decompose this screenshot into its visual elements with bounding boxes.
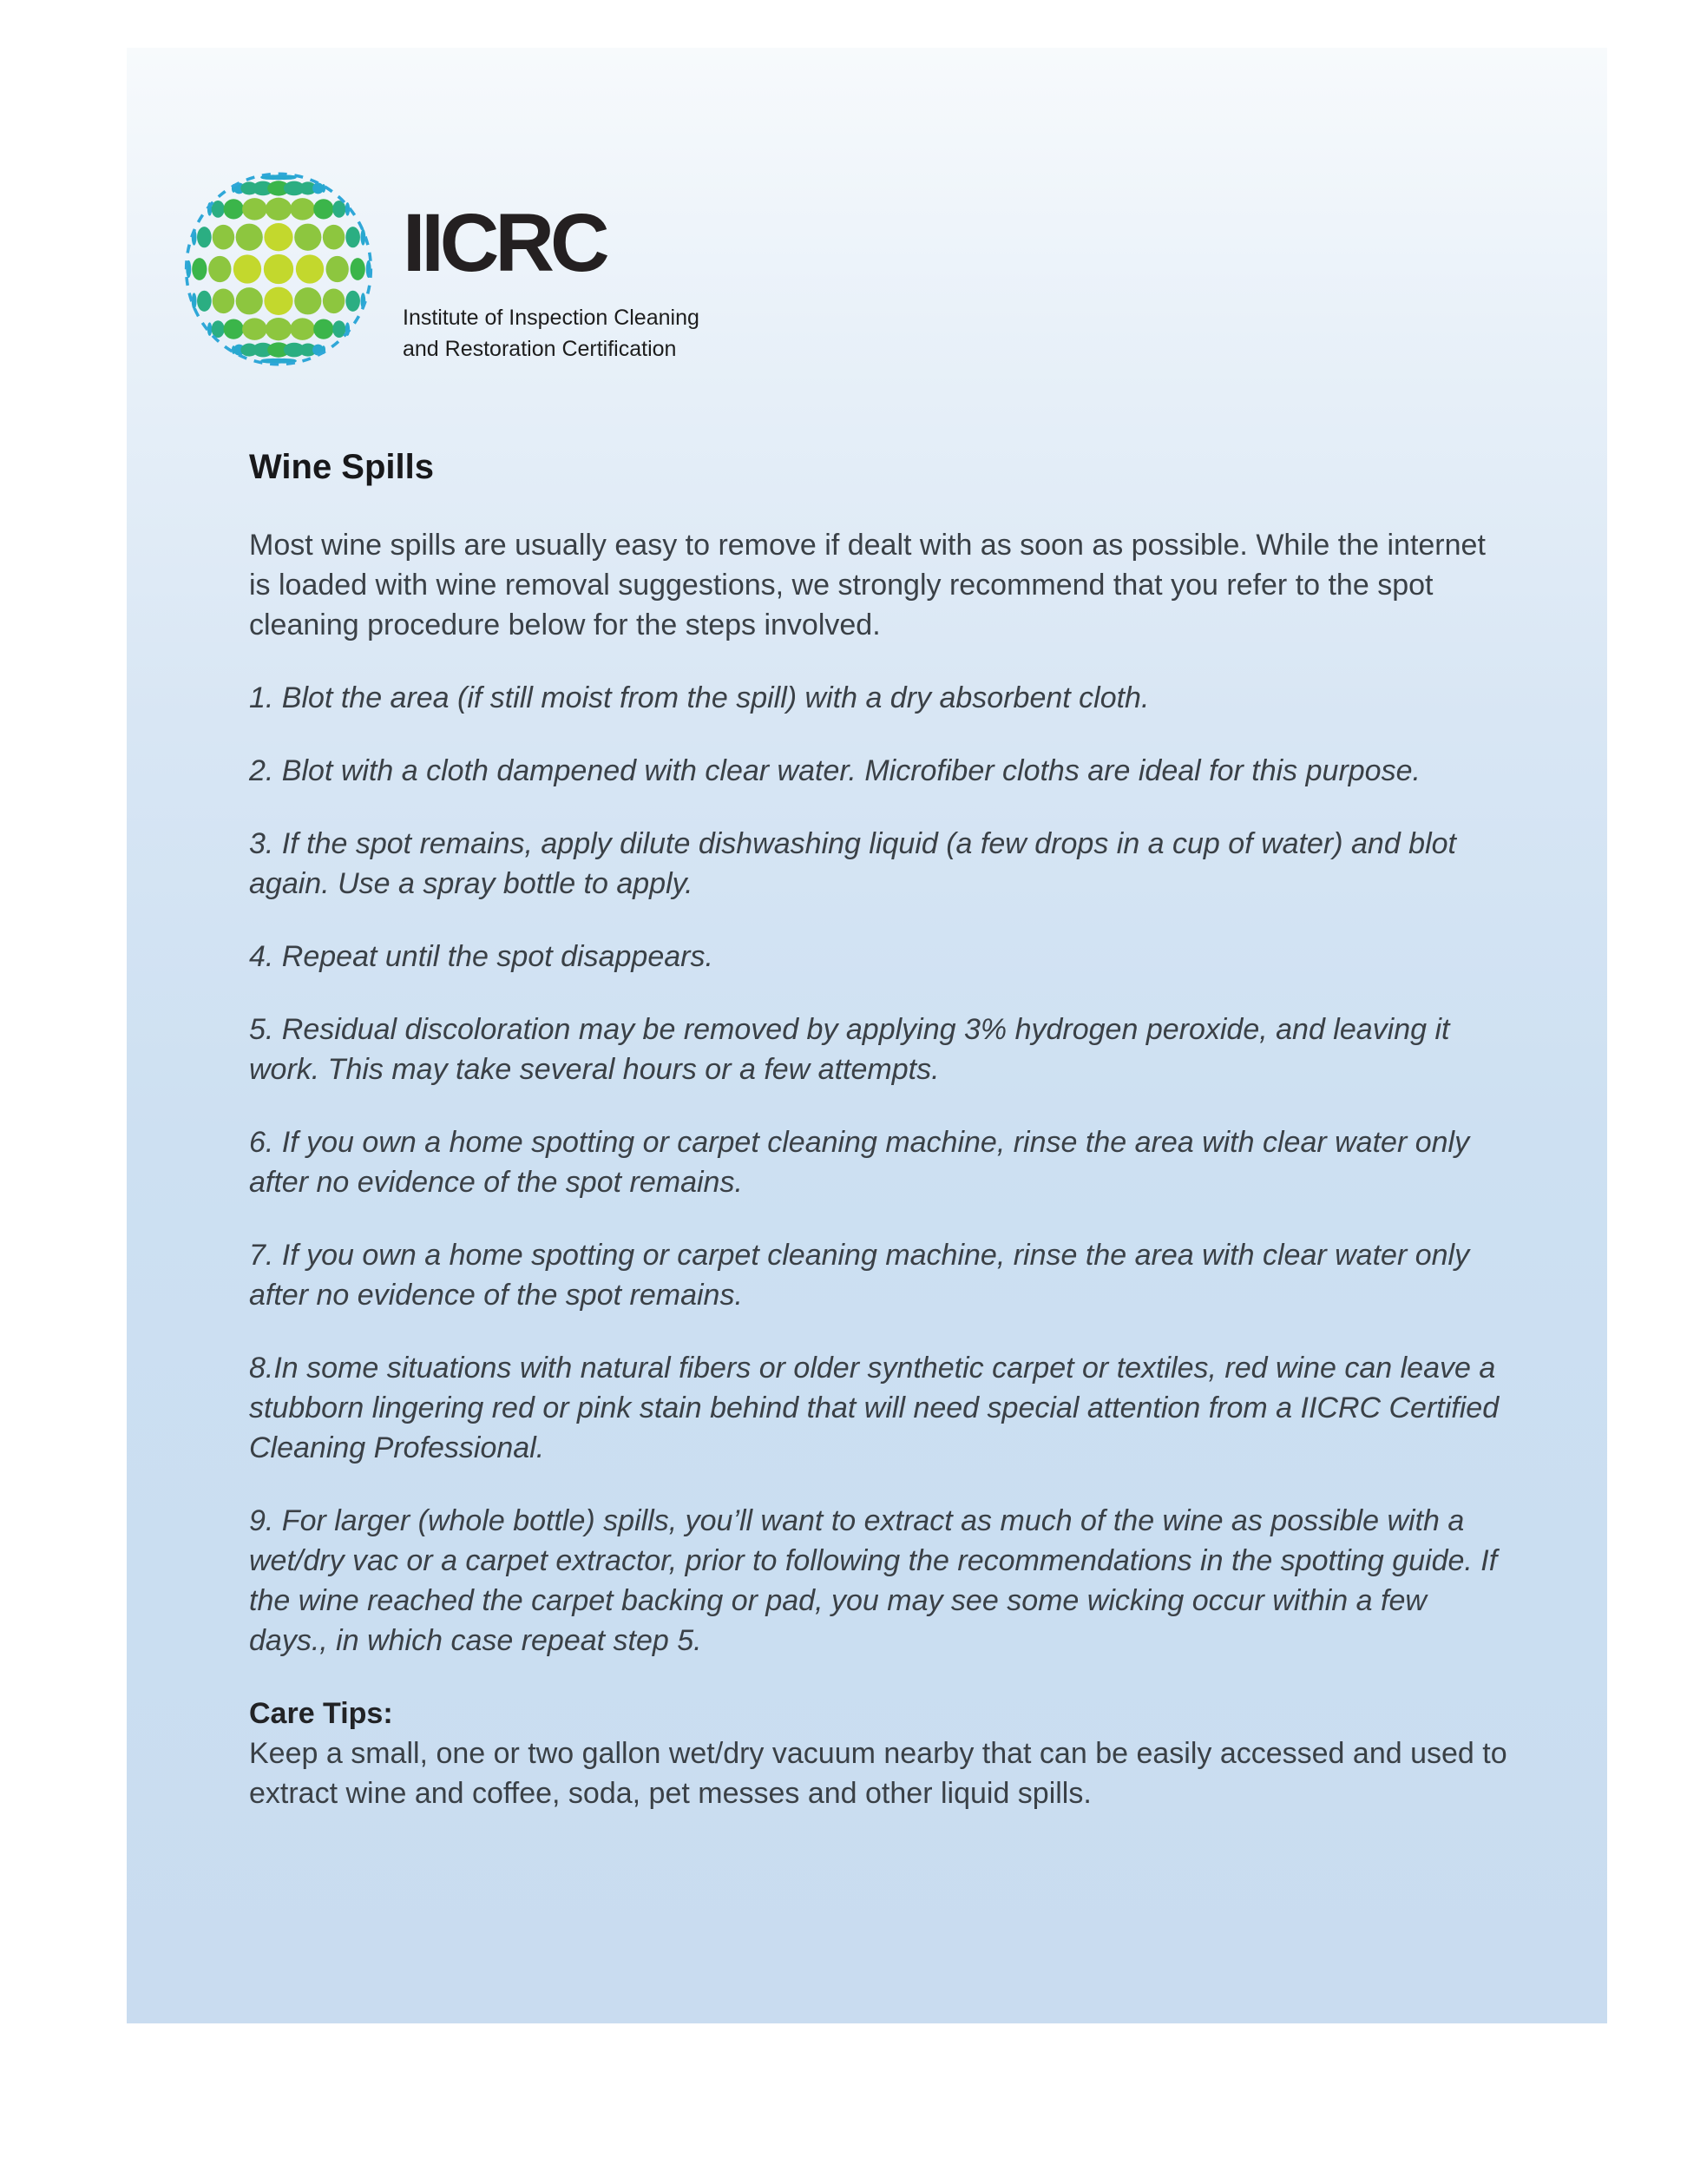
logo-acronym: IICRC bbox=[403, 197, 606, 289]
step-1: 1. Blot the area (if still moist from the spill) with a dry absorbent cloth. bbox=[249, 681, 1150, 714]
document-content bbox=[249, 447, 1509, 1813]
logo-text-block bbox=[403, 197, 699, 365]
step-4: 4. Repeat until the spot disappears. bbox=[249, 940, 713, 973]
step-7: 7. If you own a home spotting or carpet cleaning machine, rinse the area with clear water only after no evidence of the spot remains. bbox=[249, 1239, 1470, 1312]
logo-org-name bbox=[403, 302, 699, 365]
step-5: 5. Residual discoloration may be removed by applying 3% hydrogen peroxide, and leaving it work. This may take several hours or a few attempts. bbox=[249, 1013, 1450, 1086]
globe-dots-icon bbox=[182, 171, 375, 367]
logo-org-line1: Institute of Inspection Cleaning bbox=[403, 306, 699, 330]
step-8: 8.In some situations with natural fibers or older synthetic carpet or textiles, red wine can leave a stubborn lingering red or pink stain behind that will need special attention from a IICRC Certified Cleaning Professional. bbox=[249, 1352, 1500, 1464]
logo-org-line2: and Restoration Certification bbox=[403, 337, 677, 361]
document-panel bbox=[127, 48, 1607, 2023]
intro-paragraph: Most wine spills are usually easy to remove if dealt with as soon as possible. While the internet is loaded with wine removal suggestions, we strongly recommend that you refer to the spot cleaning procedure below for the steps involved. bbox=[249, 529, 1486, 641]
page-title: Wine Spills bbox=[249, 448, 435, 486]
step-9: 9. For larger (whole bottle) spills, you’ll want to extract as much of the wine as possible with a wet/dry vac or a carpet extractor, prior to following the recommendations in the spotting guide. If the wine reached the carpet backing or pad, you may see some wicking occur within a few days., in which case repeat step 5. bbox=[249, 1504, 1498, 1657]
step-2: 2. Blot with a cloth dampened with clear water. Microfiber cloths are ideal for this purpose. bbox=[249, 754, 1421, 787]
care-tips-heading: Care Tips: bbox=[249, 1697, 393, 1730]
step-3: 3. If the spot remains, apply dilute dishwashing liquid (a few drops in a cup of water) and blot again. Use a spray bottle to apply. bbox=[249, 827, 1456, 900]
step-6: 6. If you own a home spotting or carpet cleaning machine, rinse the area with clear water only after no evidence of the spot remains. bbox=[249, 1126, 1470, 1199]
care-tips-body: Keep a small, one or two gallon wet/dry vacuum nearby that can be easily accessed and used to extract wine and coffee, soda, pet messes and other liquid spills. bbox=[249, 1737, 1507, 1810]
iicrc-logo bbox=[182, 171, 699, 367]
